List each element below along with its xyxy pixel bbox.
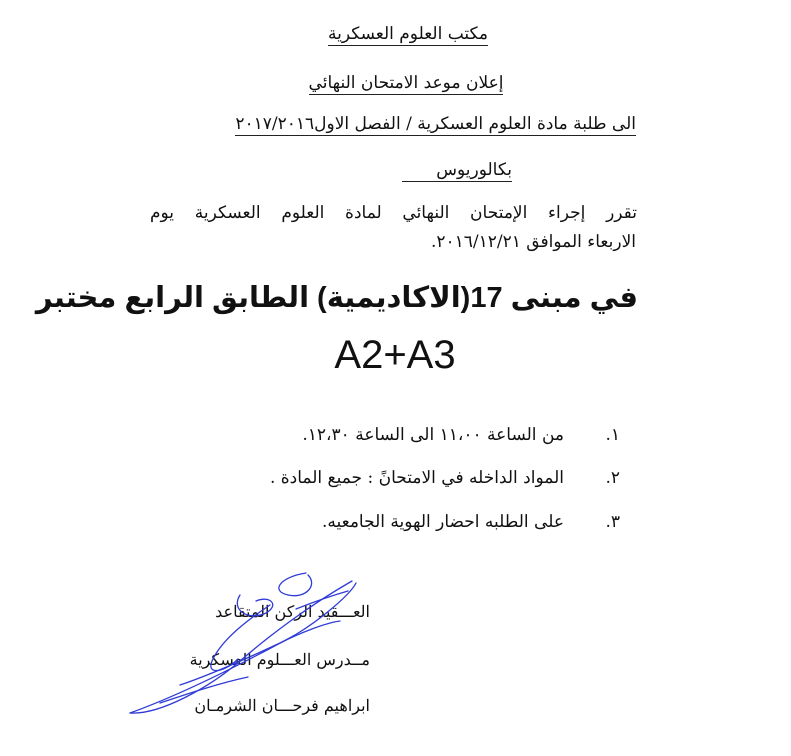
office-title-text: مكتب العلوم العسكرية bbox=[327, 24, 489, 44]
students-line-text: الى طلبة مادة العلوم العسكرية / الفصل الاول٢٠١٧/٢٠١٦ bbox=[235, 114, 636, 134]
degree-line bbox=[370, 160, 512, 180]
exam-location: في مبنى 17(الاكاديمية) الطابق الرابع مختبر bbox=[35, 282, 638, 314]
list-item-number: ١. bbox=[605, 425, 620, 445]
handwritten-signature bbox=[120, 565, 370, 725]
list-item-number: ٣. bbox=[605, 512, 620, 532]
degree-line-text: بكالوريوس bbox=[402, 160, 512, 182]
signatory-rank: العـــقيد الركن المتقاعد bbox=[215, 602, 370, 621]
lab-name: A2+A3 bbox=[334, 333, 456, 377]
decision-line-1: تقرر إجراء الإمتحان النهائي لمادة العلوم العسكرية يوم bbox=[150, 203, 637, 223]
signatory-name: ابراهيم فرحـــان الشرمـان bbox=[194, 696, 370, 715]
office-title bbox=[320, 24, 496, 44]
signatory-role: مــدرس العـــلوم العسكرية bbox=[189, 650, 370, 669]
list-item-text: على الطلبه احضار الهوية الجامعيه. bbox=[321, 512, 564, 532]
announcement-title bbox=[286, 73, 526, 93]
students-line bbox=[170, 114, 636, 134]
decision-line-2: الاربعاء الموافق ٢٠١٦/١٢/٢١. bbox=[430, 232, 636, 252]
list-item-text: المواد الداخله في الامتحانً : جميع المادة . bbox=[269, 468, 564, 488]
list-item-number: ٢. bbox=[605, 468, 620, 488]
announcement-title-text: إعلان موعد الامتحان النهائي bbox=[308, 73, 504, 93]
list-item-text: من الساعة ١١،٠٠ الى الساعة ١٢،٣٠. bbox=[302, 425, 564, 445]
